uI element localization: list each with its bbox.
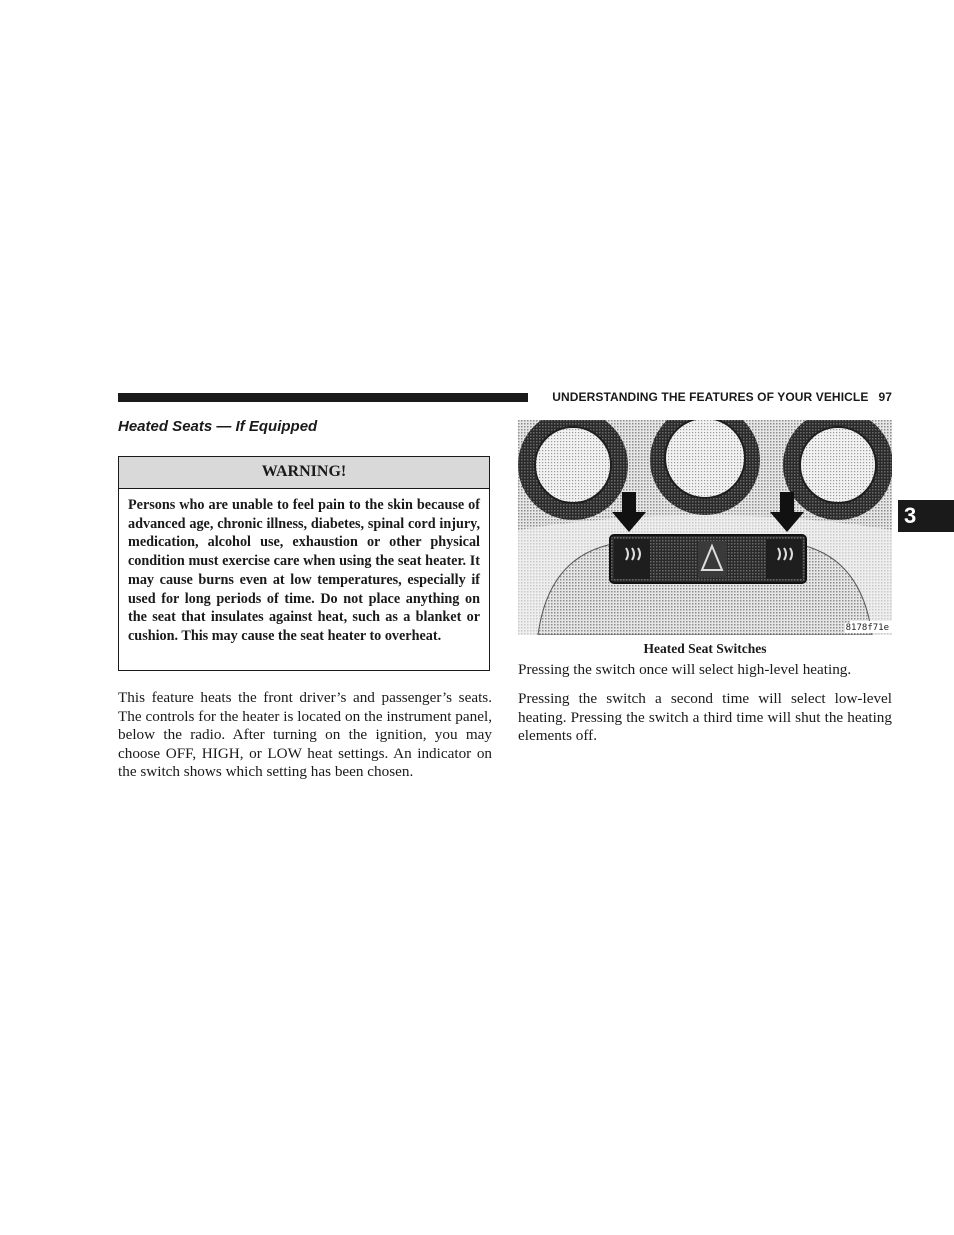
- heated-seat-switches-illustration: [518, 420, 892, 635]
- body-paragraph-3: Pressing the switch a second time will select low-level heating. Pressing the switch a third time will shut the heating elements off.: [518, 690, 892, 744]
- header-rule: [118, 393, 528, 402]
- figure-caption: Heated Seat Switches: [643, 641, 767, 656]
- page-number: 97: [878, 390, 892, 404]
- image-code: 8178f71e: [845, 623, 889, 633]
- warning-box: [118, 456, 490, 671]
- running-title: UNDERSTANDING THE FEATURES OF YOUR VEHICLE: [552, 390, 869, 404]
- chapter-tab: 3: [898, 500, 954, 532]
- section-title: Heated Seats — If Equipped: [118, 418, 318, 435]
- body-paragraph-1: This feature heats the front driver’s and passenger’s seats. The controls for the heater is located on the instrument panel, below the radio. After turning on the ignition, you may choose OFF, HIGH, or LOW heat settings. An indicator on the switch shows which setting has been chosen.: [118, 689, 492, 780]
- running-header: [538, 390, 892, 404]
- warning-heading: WARNING!: [119, 457, 489, 489]
- body-paragraph-2: Pressing the switch once will select high-level heating.: [518, 661, 852, 678]
- warning-text: Persons who are unable to feel pain to the skin because of advanced age, chronic illness, diabetes, spinal cord injury, medication, alcohol use, exhaustion or other physical condition must exercise care when using the seat heater. It may cause burns even at low temperatures, especially if used for long periods of time. Do not place anything on the seat that insulates against heat, such as a blanket or cushion. This may cause the seat heater to overheat.: [128, 497, 480, 644]
